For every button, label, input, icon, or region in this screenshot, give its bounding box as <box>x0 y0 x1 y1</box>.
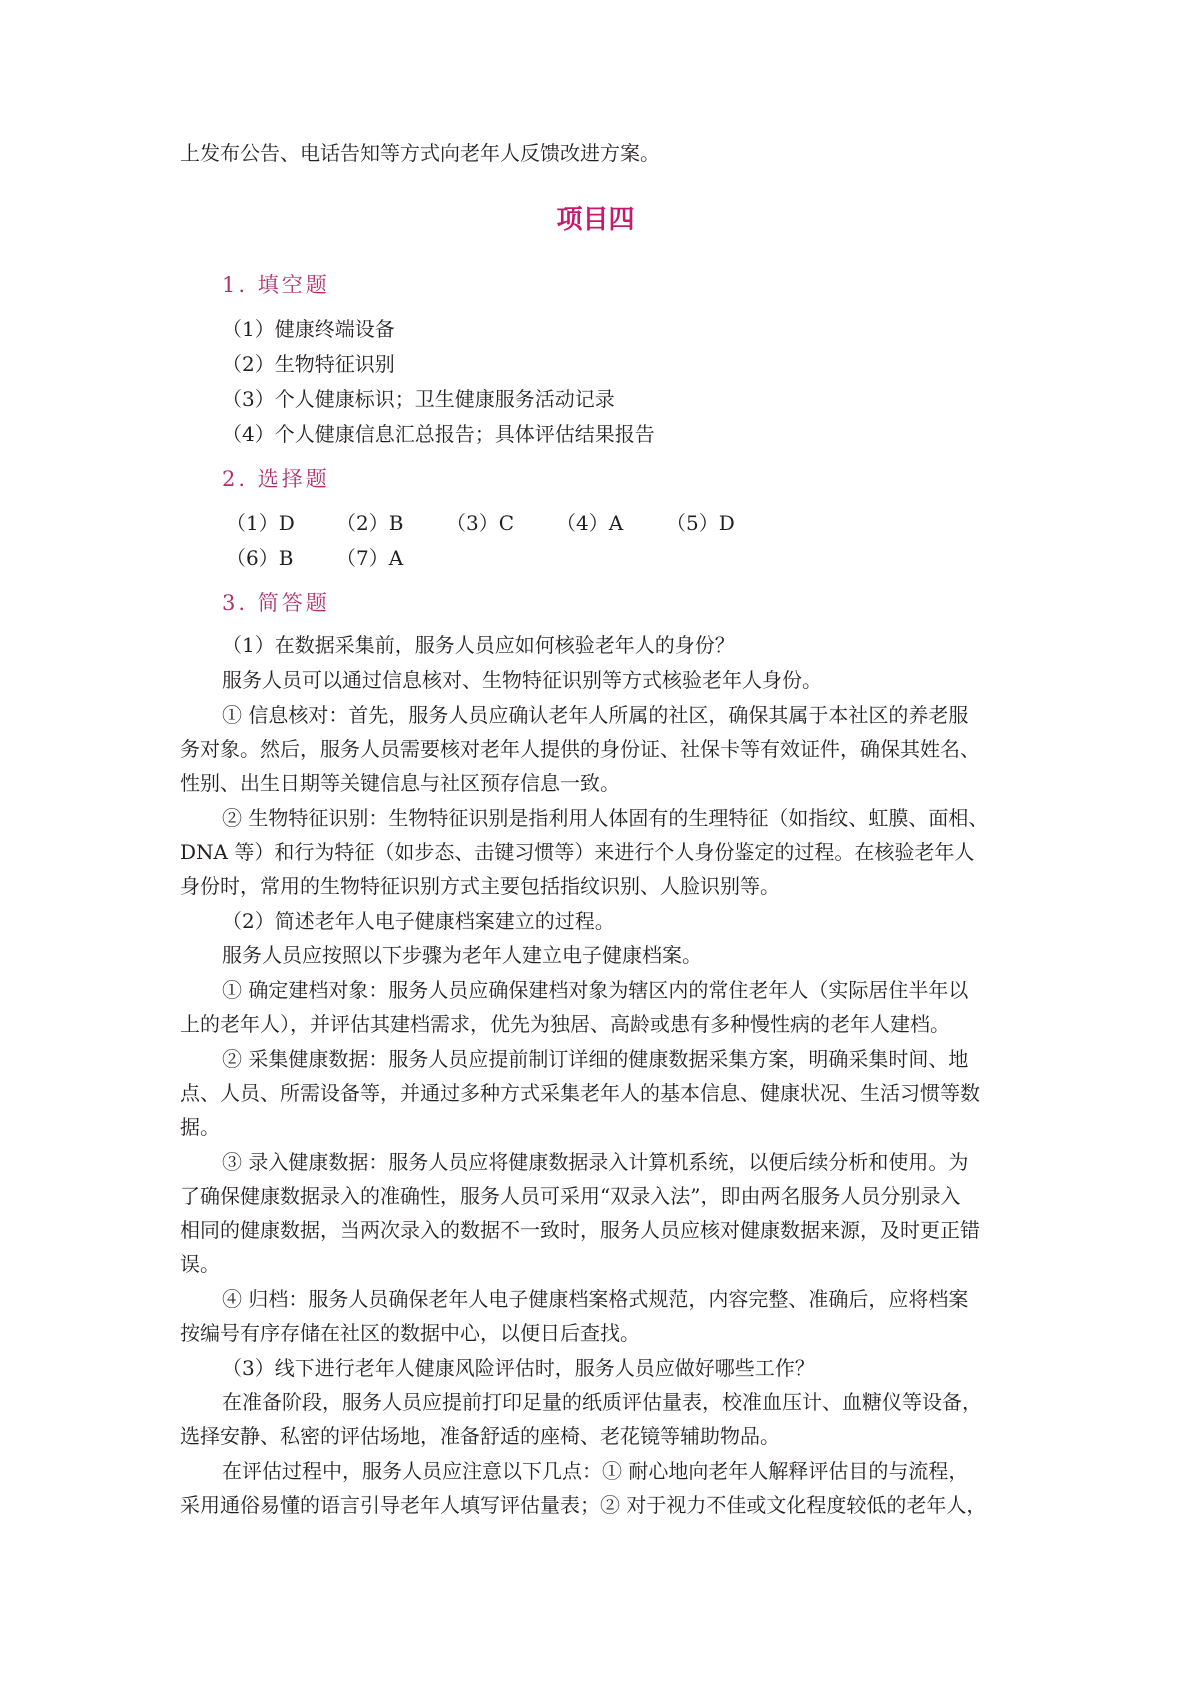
answer-line: 务对象。然后，服务人员需要核对老年人提供的身份证、社保卡等有效证件，确保其姓名、 <box>180 737 980 761</box>
question-line: （2）简述老年人电子健康档案建立的过程。 <box>222 909 615 933</box>
choice-answer: （3）C <box>446 511 515 535</box>
answer-line: 按编号有序存储在社区的数据中心，以便日后查找。 <box>180 1321 640 1345</box>
answer-line: 采用通俗易懂的语言引导老年人填写评估量表；② 对于视力不佳或文化程度较低的老年人， <box>180 1493 987 1517</box>
answer-line: ④ 归档：服务人员确保老年人电子健康档案格式规范，内容完整、准确后，应将档案 <box>222 1287 969 1311</box>
intro-line: 上发布公告、电话告知等方式向老年人反馈改进方案。 <box>180 141 660 165</box>
answer-line: 选择安静、私密的评估场地，准备舒适的座椅、老花镜等辅助物品。 <box>180 1424 780 1448</box>
choice-answer: （6）B <box>226 546 294 570</box>
choice-answer: （7）A <box>336 546 404 570</box>
answer-line: ② 采集健康数据：服务人员应提前制订详细的健康数据采集方案，明确采集时间、地 <box>222 1047 969 1071</box>
choice-answer: （4）A <box>556 511 624 535</box>
fill-item: （1）健康终端设备 <box>222 317 395 341</box>
answer-line: 点、人员、所需设备等，并通过多种方式采集老年人的基本信息、健康状况、生活习惯等数 <box>180 1081 980 1105</box>
answer-line: 据。 <box>180 1115 220 1139</box>
answer-line: 在评估过程中，服务人员应注意以下几点：① 耐心地向老年人解释评估目的与流程， <box>222 1459 969 1483</box>
question-line: （3）线下进行老年人健康风险评估时，服务人员应做好哪些工作？ <box>222 1356 815 1380</box>
answer-line: 服务人员应按照以下步骤为老年人建立电子健康档案。 <box>222 943 702 967</box>
answer-line: 上的老年人），并评估其建档需求，优先为独居、高龄或患有多种慢性病的老年人建档。 <box>180 1012 950 1036</box>
answer-line: 服务人员可以通过信息核对、生物特征识别等方式核验老年人身份。 <box>222 668 822 692</box>
answer-line: 了确保健康数据录入的准确性，服务人员可采用“双录入法”，即由两名服务人员分别录入 <box>180 1184 961 1208</box>
answer-line: 相同的健康数据，当两次录入的数据不一致时，服务人员应核对健康数据来源，及时更正错 <box>180 1218 980 1242</box>
fill-item: （3）个人健康标识；卫生健康服务活动记录 <box>222 387 615 411</box>
fill-item: （2）生物特征识别 <box>222 352 395 376</box>
answer-line: ③ 录入健康数据：服务人员应将健康数据录入计算机系统，以便后续分析和使用。为 <box>222 1150 969 1174</box>
answer-line: 在准备阶段，服务人员应提前打印足量的纸质评估量表，校准血压计、血糖仪等设备， <box>222 1390 982 1414</box>
choice-answers-row <box>226 506 776 540</box>
project-title: 项目四 <box>556 205 635 235</box>
choice-answer: （2）B <box>336 511 404 535</box>
choice-answer: （1）D <box>226 511 295 535</box>
answer-line: ① 信息核对：首先，服务人员应确认老年人所属的社区，确保其属于本社区的养老服 <box>222 703 969 727</box>
question-line: （1）在数据采集前，服务人员应如何核验老年人的身份？ <box>222 633 735 657</box>
fill-item: （4）个人健康信息汇总报告；具体评估结果报告 <box>222 422 655 446</box>
answer-line: 性别、出生日期等关键信息与社区预存信息一致。 <box>180 771 620 795</box>
section-heading-choice: 2. 选择题 <box>222 467 330 491</box>
section-heading-fill: 1. 填空题 <box>222 273 330 297</box>
answer-line: ② 生物特征识别：生物特征识别是指利用人体固有的生理特征（如指纹、虹膜、面相、 <box>222 806 989 830</box>
choice-answer: （5）D <box>666 511 735 535</box>
answer-line: 身份时，常用的生物特征识别方式主要包括指纹识别、人脸识别等。 <box>180 874 780 898</box>
answer-line: 误。 <box>180 1252 220 1276</box>
section-heading-short: 3. 简答题 <box>222 591 330 615</box>
choice-answers-row <box>226 541 446 575</box>
answer-line: ① 确定建档对象：服务人员应确保建档对象为辖区内的常住老年人（实际居住半年以 <box>222 978 969 1002</box>
answer-line: DNA 等）和行为特征（如步态、击键习惯等）来进行个人身份鉴定的过程。在核验老年人 <box>180 840 975 864</box>
